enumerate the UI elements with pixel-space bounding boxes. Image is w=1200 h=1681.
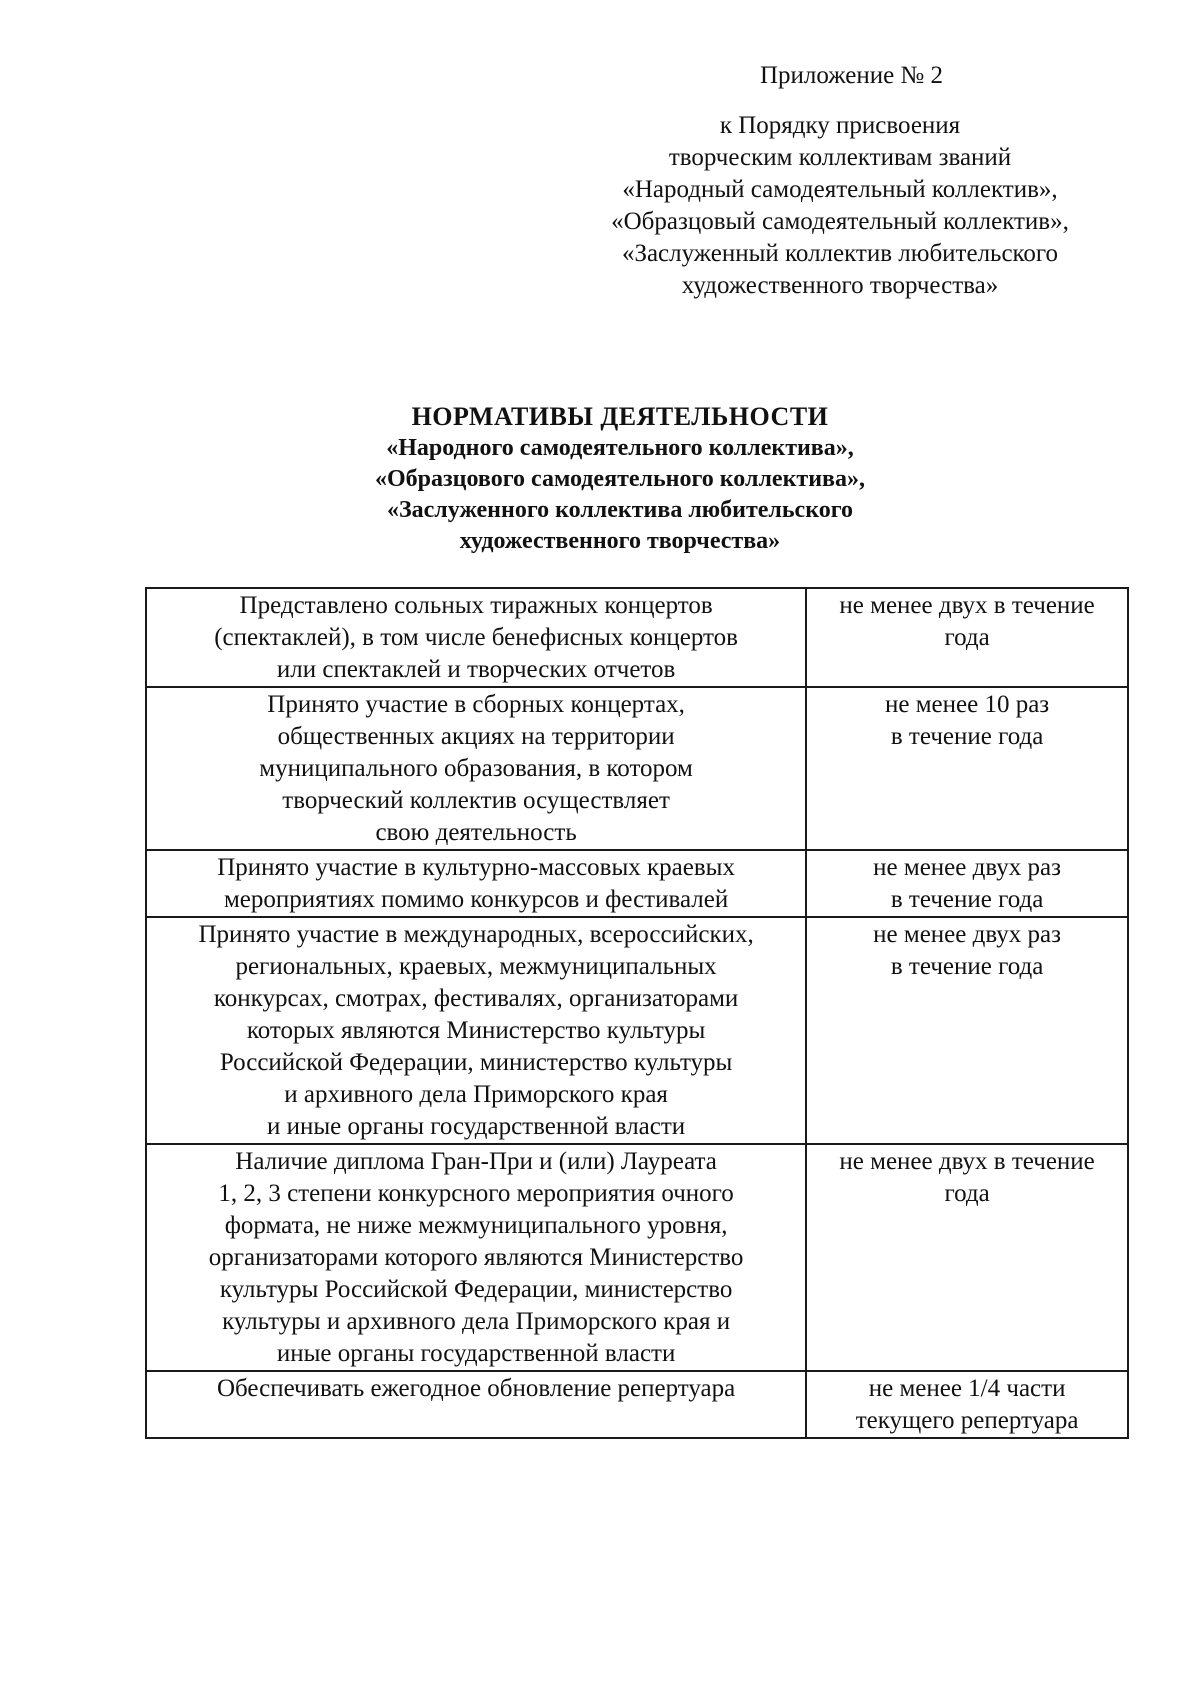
document-title — [150, 400, 1090, 557]
requirement-line: не менее 1/4 части — [868, 1375, 1066, 1402]
activity-line: Принято участие в международных, всероссийских, — [198, 921, 754, 948]
activity-line: организаторами которого являются Министерство — [208, 1244, 744, 1271]
table-row — [146, 588, 1128, 687]
activity-line: которых являются Министерство культуры — [246, 1017, 706, 1044]
activity-line: общественных акциях на территории — [277, 723, 675, 750]
appendix-line: «Образцовый самодеятельный коллектив», — [611, 208, 1069, 235]
requirement-line: в течение года — [890, 953, 1044, 980]
activity-line: Российской Федерации, министерство культуры — [219, 1049, 733, 1076]
activity-line: мероприятиях помимо конкурсов и фестивалей — [223, 886, 729, 913]
requirement-line: не менее двух в течение — [839, 592, 1095, 619]
activity-line: и иные органы государственной власти — [267, 1113, 686, 1140]
requirement-cell — [806, 1371, 1128, 1438]
requirement-line: не менее двух раз — [873, 921, 1062, 948]
activity-line: региональных, краевых, межмуниципальных — [235, 953, 717, 980]
activity-cell — [146, 1144, 806, 1371]
title-line: художественного творчества» — [459, 528, 781, 554]
norms-table — [145, 587, 1129, 1439]
activity-line: Наличие диплома Гран-При и (или) Лауреата — [235, 1148, 717, 1175]
title-line: «Заслуженного коллектива любительского — [386, 497, 854, 523]
requirement-cell — [806, 1144, 1128, 1371]
activity-cell — [146, 850, 806, 917]
activity-cell — [146, 1371, 806, 1438]
table-row — [146, 917, 1128, 1144]
title-main: НОРМАТИВЫ ДЕЯТЕЛЬНОСТИ — [411, 402, 829, 431]
requirement-line: не менее двух в течение — [839, 1148, 1095, 1175]
activity-line: муниципального образования, в котором — [259, 755, 693, 782]
activity-line: конкурсах, смотрах, фестивалях, организаторами — [213, 985, 739, 1012]
table-row — [146, 1144, 1128, 1371]
activity-line: или спектаклей и творческих отчетов — [276, 656, 676, 683]
activity-line: Принято участие в сборных концертах, — [267, 691, 685, 718]
table-row — [146, 850, 1128, 917]
requirement-line: года — [944, 624, 990, 651]
appendix-line: художественного творчества» — [681, 272, 999, 299]
activity-line: культуры и архивного дела Приморского края и — [222, 1308, 731, 1335]
activity-cell — [146, 687, 806, 850]
appendix-line: к Порядку присвоения — [719, 112, 961, 139]
activity-line: (спектаклей), в том числе бенефисных концертов — [214, 624, 738, 651]
table-row — [146, 1371, 1128, 1438]
activity-line: свою деятельность — [375, 819, 577, 846]
activity-line: Принято участие в культурно-массовых краевых — [217, 854, 735, 881]
requirement-cell — [806, 917, 1128, 1144]
activity-line: Обеспечивать ежегодное обновление репертуара — [216, 1375, 736, 1402]
activity-cell — [146, 588, 806, 687]
activity-line: 1, 2, 3 степени конкурсного мероприятия очного — [218, 1180, 734, 1207]
requirement-line: не менее 10 раз — [885, 691, 1050, 718]
appendix-line: «Народный самодеятельный коллектив», — [622, 176, 1058, 203]
activity-cell — [146, 917, 806, 1144]
title-line: «Народного самодеятельного коллектива», — [386, 435, 854, 461]
appendix-reference — [590, 110, 1090, 302]
requirement-line: в течение года — [890, 886, 1044, 913]
table-row — [146, 687, 1128, 850]
requirement-line: текущего репертуара — [855, 1407, 1079, 1434]
activity-line: формата, не ниже межмуниципального уровня, — [224, 1212, 728, 1239]
activity-line: иные органы государственной власти — [276, 1340, 676, 1367]
appendix-number: Приложение № 2 — [760, 62, 944, 89]
requirement-cell — [806, 588, 1128, 687]
appendix-line: творческим коллективам званий — [668, 144, 1012, 171]
activity-line: и архивного дела Приморского края — [284, 1081, 668, 1108]
activity-line: культуры Российской Федерации, министерство — [219, 1276, 733, 1303]
requirement-line: в течение года — [890, 723, 1044, 750]
activity-line: творческий коллектив осуществляет — [282, 787, 670, 814]
requirement-line: года — [944, 1180, 990, 1207]
requirement-cell — [806, 687, 1128, 850]
activity-line: Представлено сольных тиражных концертов — [239, 592, 713, 619]
appendix-line: «Заслуженный коллектив любительского — [621, 240, 1059, 267]
requirement-line: не менее двух раз — [873, 854, 1062, 881]
requirement-cell — [806, 850, 1128, 917]
title-line: «Образцового самодеятельного коллектива», — [375, 466, 865, 492]
